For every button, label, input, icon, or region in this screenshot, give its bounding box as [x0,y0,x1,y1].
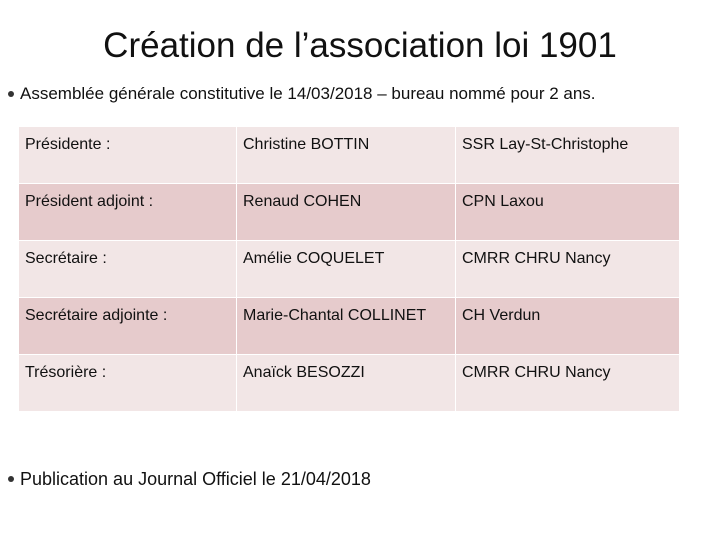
institution-cell: CH Verdun [456,298,680,355]
institution-cell: CMRR CHRU Nancy [456,241,680,298]
institution-cell: CMRR CHRU Nancy [456,355,680,412]
intro-bullet-text: Assemblée générale constitutive le 14/03/2018 – bureau nommé pour 2 ans. [20,84,596,103]
role-cell: Président adjoint : [19,184,237,241]
table-row [19,184,680,241]
role-cell: Trésorière : [19,355,237,412]
role-cell: Secrétaire adjointe : [19,298,237,355]
closing-bullet-text: Publication au Journal Officiel le 21/04/2018 [20,469,371,489]
name-cell: Christine BOTTIN [237,127,456,184]
table-row [19,127,680,184]
table-row [19,298,680,355]
institution-cell: SSR Lay-St-Christophe [456,127,680,184]
table-row [19,241,680,298]
role-cell: Secrétaire : [19,241,237,298]
closing-bullet [8,467,371,491]
board-table [18,126,680,412]
institution-cell: CPN Laxou [456,184,680,241]
intro-bullet [8,82,596,106]
role-cell: Présidente : [19,127,237,184]
slide-title: Création de l’association loi 1901 [103,26,617,65]
table-row [19,355,680,412]
name-cell: Amélie COQUELET [237,241,456,298]
name-cell: Renaud COHEN [237,184,456,241]
bullet-icon [8,91,14,97]
bullet-icon [8,476,14,482]
name-cell: Marie-Chantal COLLINET [237,298,456,355]
name-cell: Anaïck BESOZZI [237,355,456,412]
